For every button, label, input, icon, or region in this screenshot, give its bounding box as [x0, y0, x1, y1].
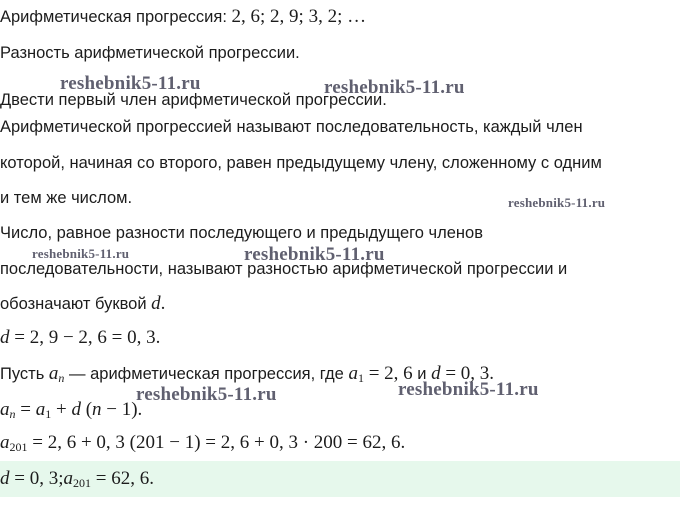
- formula-plus: +: [51, 399, 72, 420]
- formula-a-sub: n: [9, 407, 16, 421]
- difference-variable: d: [151, 293, 161, 314]
- answer-a-sub: 201: [73, 476, 91, 490]
- task-difference: Разность арифметической прогрессии.: [0, 44, 300, 62]
- watermark: reshebnik5-11.ru: [508, 195, 606, 210]
- let-prefix: Пусть: [0, 365, 45, 383]
- calc-d-var: d: [0, 327, 10, 348]
- formula-a1: a: [35, 399, 46, 420]
- difference-definition-line-1: Число, равное разности последующего и предыдущего членов: [0, 224, 483, 242]
- answer-line: [0, 467, 154, 495]
- intro-label: Арифметическая прогрессия:: [0, 8, 227, 26]
- difference-definition-period: .: [160, 293, 166, 314]
- difference-definition-line-2: последовательности, называют разностью арифметической прогрессии и: [0, 260, 568, 278]
- intro-line: [0, 5, 366, 29]
- a201-calculation: [0, 431, 405, 459]
- let-a1-sub: 1: [357, 371, 364, 385]
- difference-definition-line-3: [0, 292, 165, 316]
- answer-a: a: [63, 468, 73, 489]
- a201-var: a: [0, 432, 10, 453]
- formula-d: d: [71, 399, 81, 420]
- watermark: reshebnik5-11.ru: [398, 379, 539, 400]
- watermark: reshebnik5-11.ru: [32, 246, 130, 261]
- formula-a1-sub: 1: [45, 407, 52, 421]
- watermark: reshebnik5-11.ru: [324, 77, 465, 98]
- task-201st-term: Двести первый член арифметической прогрессии.: [0, 91, 387, 109]
- let-a-sub: n: [58, 371, 65, 385]
- let-d-var: d: [431, 363, 441, 384]
- definition-line-1: Арифметической прогрессией называют последовательность, каждый член: [0, 118, 583, 136]
- let-d-val: = 0, 3.: [440, 363, 495, 384]
- difference-calculation: [0, 326, 160, 350]
- definition-line-2: которой, начиная со второго, равен предыдущему члену, сложенному с одним: [0, 154, 602, 172]
- let-a1-var: a: [348, 363, 358, 384]
- difference-definition-text: обозначают буквой: [0, 295, 147, 313]
- formula-a: a: [0, 399, 10, 420]
- answer-d: d: [0, 468, 10, 489]
- answer-a-val: = 62, 6.: [91, 468, 154, 489]
- answer-d-val: = 0, 3;: [9, 468, 64, 489]
- formula-n: n: [92, 399, 102, 420]
- calc-d-expr: = 2, 9 − 2, 6 = 0, 3.: [9, 327, 161, 348]
- a201-expr: = 2, 6 + 0, 3 (201 − 1) = 2, 6 + 0, 3 · 200 = 62, 6.: [27, 432, 406, 453]
- let-a1-val: = 2, 6: [363, 363, 413, 384]
- intro-sequence: 2, 6; 2, 9; 3, 2; …: [231, 6, 367, 27]
- general-term-formula: [0, 398, 142, 426]
- formula-paren: (: [80, 399, 93, 420]
- definition-line-3: и тем же числом.: [0, 189, 133, 207]
- let-a-var: a: [48, 363, 59, 384]
- formula-tail: − 1).: [101, 399, 143, 420]
- let-conj: и: [417, 365, 427, 383]
- watermark: reshebnik5-11.ru: [136, 384, 277, 405]
- let-mid: — арифметическая прогрессия, где: [69, 365, 344, 383]
- watermark: reshebnik5-11.ru: [60, 73, 201, 94]
- a201-sub: 201: [9, 440, 28, 454]
- watermark: reshebnik5-11.ru: [244, 244, 385, 265]
- formula-eq: =: [15, 399, 36, 420]
